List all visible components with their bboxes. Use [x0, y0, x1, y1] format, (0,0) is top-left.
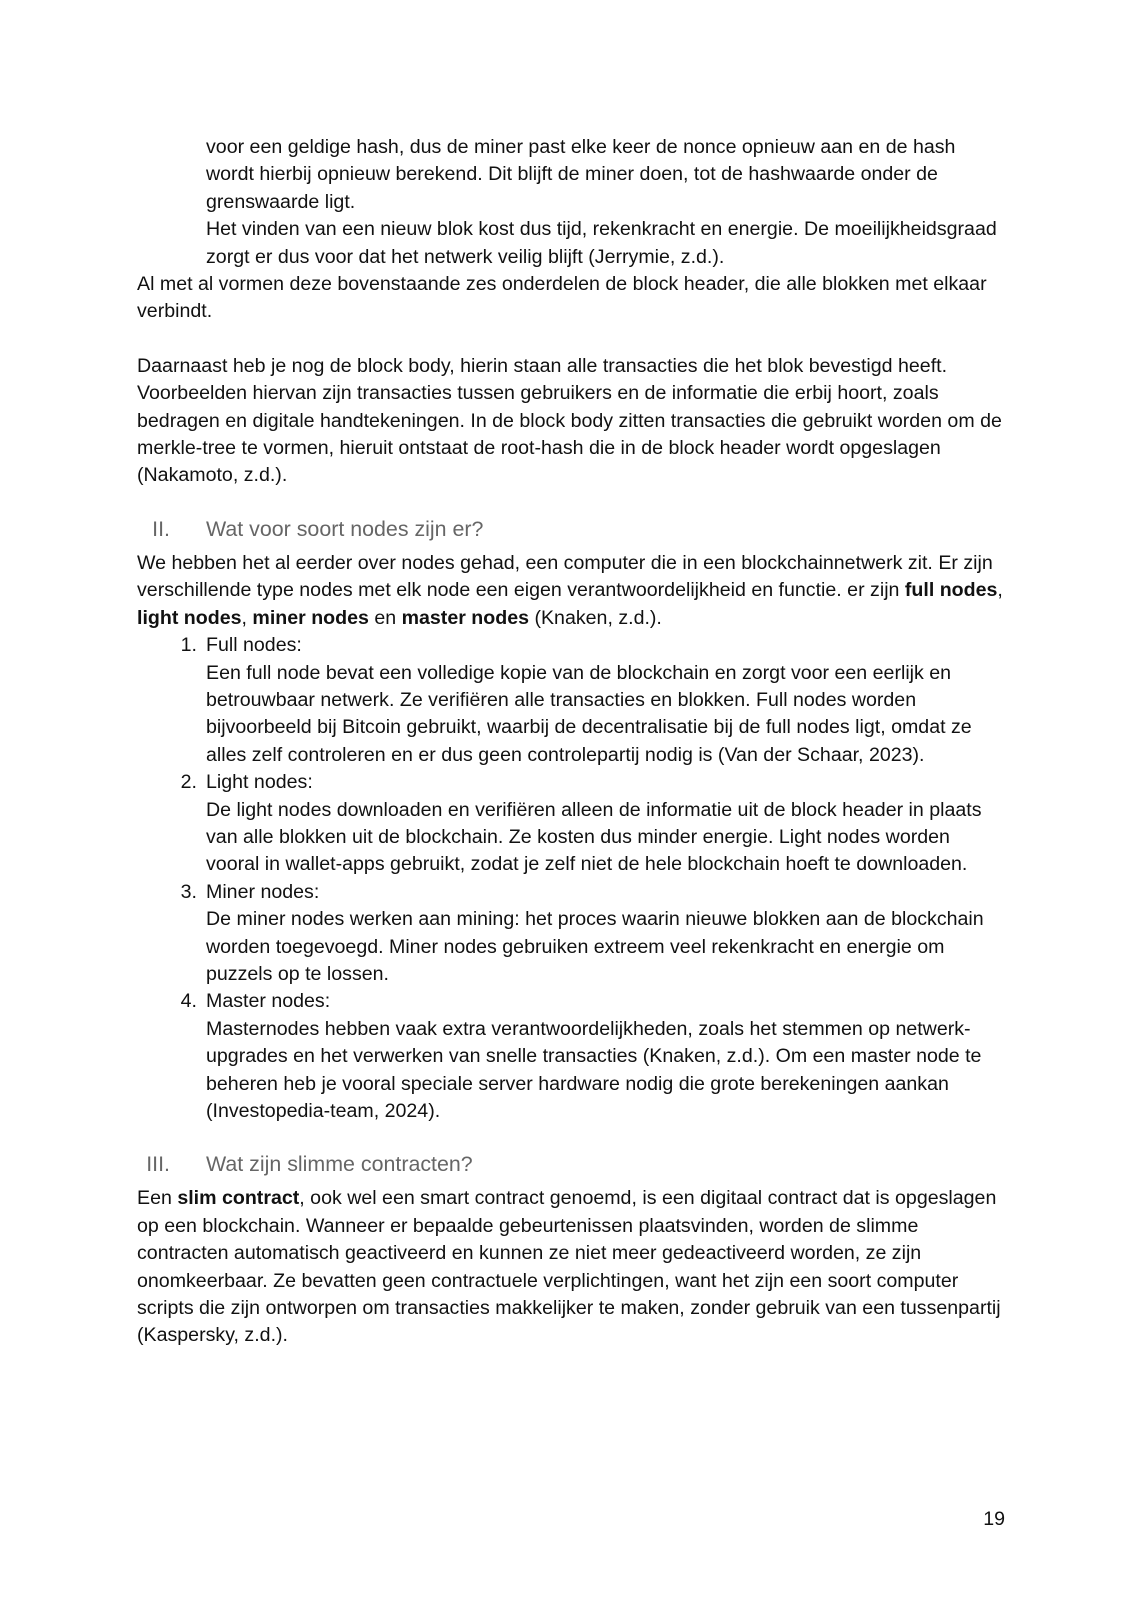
- continued-paragraph-difficulty: Het vinden van een nieuw blok kost dus tijd, rekenkracht en energie. De moeilijkheidsgraad zorgt er dus voor dat het netwerk veilig blijft (Jerrymie, z.d.).: [206, 218, 997, 268]
- list-item-content: [206, 879, 1007, 989]
- section-spacer: [137, 1137, 1007, 1149]
- section-number: III.: [146, 1152, 170, 1177]
- block-header-summary: Al met al vormen deze bovenstaande zes onderdelen de block header, die alle blokken met elkaar verbindt.: [137, 273, 987, 323]
- document-page: [137, 134, 1007, 1350]
- term-full-nodes: full nodes: [904, 579, 998, 602]
- section-heading-nodes: [137, 514, 1007, 544]
- block-body-paragraph: Daarnaast heb je nog de block body, hierin staan alle transacties die het blok bevestigd heeft. Voorbeelden hiervan zijn transacties tussen gebruikers en de informatie die erbij hoort, zoals bedragen en digitale handtekeningen. In de block body zitten transacties die gebruikt worden om de merkle-tree te vormen, hieruit ontstaat de root-hash die in de block header wordt opgeslagen (Nakamoto, z.d.).: [137, 354, 1002, 487]
- term-miner-nodes: miner nodes: [252, 606, 369, 629]
- term-master-nodes: master nodes: [401, 606, 530, 629]
- list-item-label: Full nodes:: [206, 634, 302, 657]
- nodes-intro-paragraph: [137, 550, 1007, 632]
- section-spacer: [137, 502, 1007, 514]
- section-title: Wat voor soort nodes zijn er?: [206, 516, 484, 541]
- list-marker: 2.: [180, 771, 197, 794]
- list-item: [137, 769, 1007, 879]
- list-marker: 3.: [180, 880, 197, 903]
- list-item: [137, 879, 1007, 989]
- list-item-content: [206, 769, 1007, 879]
- separator: ,: [241, 606, 253, 629]
- list-item-label: Master nodes:: [206, 990, 331, 1013]
- term-smart-contract: slim contract: [177, 1187, 300, 1210]
- smart-contract-paragraph: [137, 1185, 1007, 1349]
- list-item: [137, 632, 1007, 769]
- smart-contract-text-start: Een: [137, 1187, 178, 1210]
- list-item-content: [206, 632, 1007, 769]
- page-number: 19: [983, 1508, 1005, 1530]
- list-marker: 1.: [180, 634, 197, 657]
- node-types-list: [137, 632, 1007, 1125]
- list-item-label: Light nodes:: [206, 771, 313, 794]
- list-item-content: [206, 988, 1007, 1125]
- continued-paragraph-hash: voor een geldige hash, dus de miner past elke keer de nonce opnieuw aan en de hash wordt hierbij opnieuw berekend. Dit blijft de miner doen, tot de hashwaarde onder de grenswaarde ligt.: [206, 136, 956, 213]
- section-title: Wat zijn slimme contracten?: [206, 1152, 473, 1177]
- smart-contract-text: , ook wel een smart contract genoemd, is een digitaal contract dat is opgeslagen op een blockchain. Wanneer er bepaalde gebeurtenissen plaatsvinden, worden de slimme contracten automatisch geactiveerd en kunnen ze niet meer gedeactiveerd worden, ze zijn onomkeerbaar. Ze bevatten geen contractuele verplichtingen, want het zijn een soort computer scripts die zijn ontworpen om transacties makkelijker te maken, zonder gebruik van een tussenpartij (Kaspersky, z.d.).: [137, 1187, 1001, 1347]
- nodes-intro-citation: (Knaken, z.d.).: [529, 606, 662, 629]
- section-number: II.: [152, 516, 170, 541]
- nodes-intro-text: We hebben het al eerder over nodes gehad, een computer die in een blockchainnetwerk zit. Er zijn verschillende type nodes met elk node een eigen verantwoordelijkheid en functie. er zijn: [137, 551, 993, 602]
- section-heading-smart-contracts: [137, 1149, 1007, 1179]
- list-item-text: De miner nodes werken aan mining: het proces waarin nieuwe blokken aan de blockchain worden toegevoegd. Miner nodes gebruiken extreem veel rekenkracht en energie om puzzels op te lossen.: [206, 908, 984, 985]
- paragraph-spacer: [137, 326, 1007, 353]
- list-item: [137, 988, 1007, 1125]
- separator: ,: [997, 579, 1003, 602]
- separator: en: [368, 606, 402, 629]
- section-spacer: [137, 1125, 1007, 1137]
- list-item-text: De light nodes downloaden en verifiëren alleen de informatie uit de block header in plaats van alle blokken uit de blockchain. Ze kosten dus minder energie. Light nodes worden vooral in wallet-apps gebruikt, zodat je zelf niet de hele blockchain hoeft te downloaden.: [206, 798, 982, 876]
- list-item-text: Een full node bevat een volledige kopie van de blockchain en zorgt voor een eerlijk en betrouwbaar netwerk. Ze verifiëren alle transacties en blokken. Full nodes worden bijvoorbeeld bij Bitcoin gebruikt, waarbij de decentralisatie bij de full nodes ligt, omdat ze alles zelf controleren en er dus geen controlepartij nodig is (Van der Schaar, 2023).: [206, 661, 972, 766]
- term-light-nodes: light nodes: [137, 606, 242, 629]
- list-item-text: Masternodes hebben vaak extra verantwoordelijkheden, zoals het stemmen op netwerk-upgrades en het verwerken van snelle transacties (Knaken, z.d.). Om een master node te beheren heb je vooral speciale server hardware nodig die grote berekeningen aankan (Investopedia-team, 2024).: [206, 1017, 982, 1122]
- list-item-label: Miner nodes:: [206, 880, 320, 903]
- section-spacer: [137, 490, 1007, 502]
- list-marker: 4.: [180, 990, 197, 1013]
